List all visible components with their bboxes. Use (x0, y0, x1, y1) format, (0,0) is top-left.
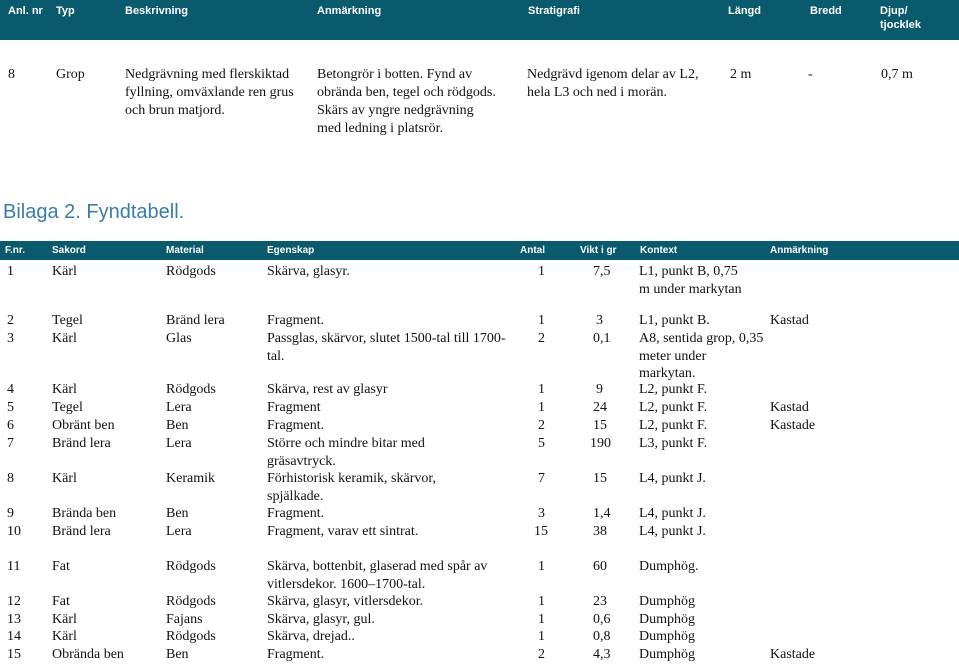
cell-egenskap: Förhistorisk keramik, skärvor, spjälkade. (267, 471, 436, 504)
cell-material: Ben (166, 647, 189, 662)
cell-bredd: - (808, 67, 813, 82)
cell-sakord: Kärl (52, 612, 77, 627)
cell-antal: 1 (538, 612, 545, 627)
cell-vikt: 38 (593, 524, 607, 539)
cell-beskrivning: Nedgrävning med flerskiktad fyllning, omväxlande ren grus och brun matjord. (125, 67, 294, 118)
cell-antal: 1 (538, 629, 545, 644)
cell-material: Ben (166, 506, 189, 521)
cell-antal: 1 (538, 382, 545, 397)
col-header-kontext: Kontext (640, 245, 678, 256)
cell-material: Rödgods (166, 629, 216, 644)
cell-vikt: 190 (590, 436, 611, 451)
cell-nr: 6 (7, 418, 14, 433)
cell-kontext: L1, punkt B, 0,75 m under markytan (639, 264, 742, 297)
cell-sakord: Fat (52, 594, 70, 609)
cell-anmarkning: Kastad (770, 400, 809, 415)
cell-egenskap: Skärva, glasyr. (267, 264, 350, 279)
cell-egenskap: Fragment (267, 400, 321, 415)
cell-vikt: 0,8 (593, 629, 611, 644)
cell-antal: 3 (538, 506, 545, 521)
col-header-langd: Längd (728, 5, 761, 17)
cell-sakord: Tegel (52, 313, 83, 328)
cell-egenskap: Större och mindre bitar med gräsavtryck. (267, 436, 425, 469)
col-header-vikt: Vikt i gr (580, 245, 617, 256)
cell-antal: 2 (538, 647, 545, 662)
cell-sakord: Tegel (52, 400, 83, 415)
cell-stratigrafi: Nedgrävd igenom delar av L2, hela L3 och ned i morän. (527, 67, 699, 100)
cell-sakord: Obränt ben (52, 418, 115, 433)
cell-kontext: Dumphög (639, 594, 695, 609)
cell-kontext: Dumphög (639, 647, 695, 662)
cell-material: Rödgods (166, 559, 216, 574)
col-header-antal: Antal (520, 245, 545, 256)
cell-anmarkning: Kastad (770, 313, 809, 328)
cell-material: Glas (166, 331, 192, 346)
cell-antal: 1 (538, 594, 545, 609)
cell-antal: 1 (538, 264, 545, 279)
cell-kontext: L2, punkt F. (639, 400, 708, 415)
cell-nr: 8 (8, 67, 15, 82)
cell-nr: 9 (7, 506, 14, 521)
cell-antal: 1 (538, 559, 545, 574)
table1-header (0, 0, 959, 40)
cell-sakord: Kärl (52, 471, 77, 486)
cell-sakord: Kärl (52, 382, 77, 397)
cell-sakord: Obrända ben (52, 647, 124, 662)
cell-nr: 2 (7, 313, 14, 328)
cell-nr: 5 (7, 400, 14, 415)
cell-anmarkning: Kastade (770, 647, 816, 662)
cell-vikt: 0,1 (593, 331, 611, 346)
cell-kontext: Dumphög (639, 612, 695, 627)
cell-material: Lera (166, 400, 192, 415)
cell-egenskap: Skärva, glasyr, vitlersdekor. (267, 594, 424, 609)
cell-egenskap: Skärva, bottenbit, glaserad med spår av vitlersdekor. 1600–1700-tal. (267, 559, 488, 592)
col-header-sakord: Sakord (52, 245, 86, 256)
cell-antal: 2 (538, 331, 545, 346)
cell-antal: 7 (538, 471, 545, 486)
col-header-fnr: F.nr. (5, 245, 26, 256)
cell-antal: 5 (538, 436, 545, 451)
cell-nr: 7 (7, 436, 14, 451)
cell-vikt: 23 (593, 594, 607, 609)
cell-sakord: Bränd lera (52, 436, 111, 451)
table2-header (0, 241, 959, 260)
cell-egenskap: Skärva, drejad.. (267, 629, 355, 644)
cell-egenskap: Fragment. (267, 418, 325, 433)
cell-vikt: 15 (593, 471, 607, 486)
cell-egenskap: Fragment, varav ett sintrat. (267, 524, 419, 539)
col-header-anl-nr: Anl. nr (8, 5, 43, 17)
col-header-typ: Typ (56, 5, 75, 17)
cell-kontext: L2, punkt F. (639, 382, 708, 397)
cell-material: Rödgods (166, 594, 216, 609)
cell-typ: Grop (56, 67, 85, 82)
cell-material: Lera (166, 524, 192, 539)
cell-vikt: 24 (593, 400, 607, 415)
cell-kontext: L4, punkt J. (639, 471, 706, 486)
cell-nr: 3 (7, 331, 14, 346)
cell-sakord: Kärl (52, 331, 77, 346)
cell-nr: 4 (7, 382, 14, 397)
cell-kontext: Dumphög. (639, 559, 699, 574)
cell-kontext: L4, punkt J. (639, 524, 706, 539)
cell-langd: 2 m (730, 67, 752, 82)
cell-egenskap: Fragment. (267, 506, 325, 521)
cell-vikt: 3 (596, 313, 603, 328)
cell-egenskap: Skärva, rest av glasyr (267, 382, 388, 397)
cell-kontext: L4, punkt J. (639, 506, 706, 521)
cell-material: Ben (166, 418, 189, 433)
cell-sakord: Brända ben (52, 506, 117, 521)
cell-sakord: Fat (52, 559, 70, 574)
col-header-anmarkning: Anmärkning (317, 5, 382, 17)
cell-nr: 10 (7, 524, 21, 539)
col-header-djup: Djup/ tjocklek (880, 5, 921, 31)
cell-nr: 8 (7, 471, 14, 486)
cell-vikt: 60 (593, 559, 607, 574)
cell-djup: 0,7 m (881, 67, 913, 82)
cell-antal: 2 (538, 418, 545, 433)
cell-material: Fajans (166, 612, 203, 627)
cell-anmarkning: Betongrör i botten. Fynd av obrända ben, tegel och rödgods. Skärs av yngre nedgrävning med ledning i platsrör. (317, 67, 496, 136)
cell-egenskap: Passglas, skärvor, slutet 1500-tal till 1700-tal. (267, 331, 506, 364)
cell-antal: 15 (534, 524, 548, 539)
cell-nr: 14 (7, 629, 21, 644)
cell-material: Keramik (166, 471, 215, 486)
col-header-material: Material (166, 245, 204, 256)
cell-nr: 12 (7, 594, 21, 609)
cell-sakord: Bränd lera (52, 524, 111, 539)
cell-kontext: Dumphög (639, 629, 695, 644)
cell-vikt: 15 (593, 418, 607, 433)
cell-kontext: L1, punkt B. (639, 313, 710, 328)
cell-antal: 1 (538, 400, 545, 415)
cell-kontext: L3, punkt F. (639, 436, 708, 451)
cell-nr: 1 (7, 264, 14, 279)
cell-kontext: A8, sentida grop, 0,35 meter under markytan. (639, 331, 764, 381)
col-header-egenskap: Egenskap (267, 245, 315, 256)
cell-vikt: 9 (596, 382, 603, 397)
cell-antal: 1 (538, 313, 545, 328)
col-header-stratigrafi: Stratigrafi (528, 5, 580, 17)
col-header-anmarkning2: Anmärkning (770, 245, 829, 256)
col-header-beskrivning: Beskrivning (125, 5, 188, 17)
cell-vikt: 1,4 (593, 506, 611, 521)
cell-kontext: L2, punkt F. (639, 418, 708, 433)
cell-material: Rödgods (166, 382, 216, 397)
cell-egenskap: Fragment. (267, 313, 325, 328)
cell-vikt: 7,5 (593, 264, 611, 279)
cell-nr: 11 (7, 559, 21, 574)
cell-vikt: 0,6 (593, 612, 611, 627)
cell-egenskap: Fragment. (267, 647, 325, 662)
cell-anmarkning: Kastade (770, 418, 816, 433)
cell-material: Bränd lera (166, 313, 225, 328)
cell-material: Rödgods (166, 264, 216, 279)
cell-nr: 15 (7, 647, 21, 662)
page-title: Bilaga 2. Fyndtabell. (3, 201, 185, 223)
col-header-bredd: Bredd (810, 5, 842, 17)
cell-nr: 13 (7, 612, 21, 627)
cell-sakord: Kärl (52, 629, 77, 644)
cell-material: Lera (166, 436, 192, 451)
cell-vikt: 4,3 (593, 647, 611, 662)
cell-egenskap: Skärva, glasyr, gul. (267, 612, 375, 627)
cell-sakord: Kärl (52, 264, 77, 279)
